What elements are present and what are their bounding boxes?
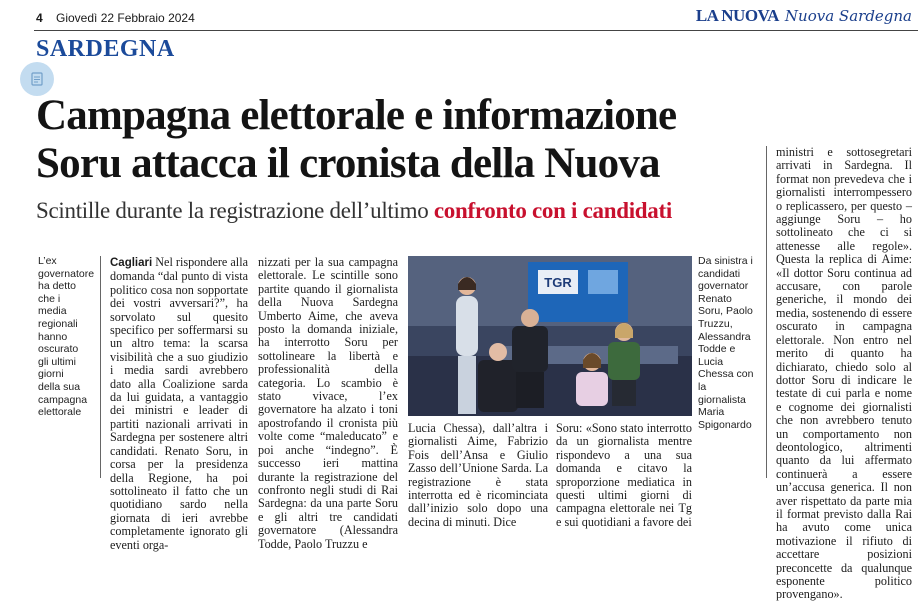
page-number: 4 (36, 11, 43, 25)
section-title: SARDEGNA (36, 36, 175, 62)
brand-script-logo: Nuova Sardegna (784, 7, 912, 25)
subhead-accent: confronto con i candidati (433, 198, 672, 223)
article-column-5: ministri e sottosegretari arrivati in Sardegna. Il format non prevedeva che i giornalisti interrompessero o replicassero, per questo – aggiunge Soru – ho sottolineato che ci si attenesse alle regole». Questa la replica di Aime: «Il dottor Soru continua ad accusare, con parole generiche, il mondo dei media, sostenendo di essere oscurato in campagna elettorale. Non entro nel merito di quanto ha dichiarato, chiedo solo al dottor Soru di indicare le testate di cui parla e nome e cognome dei giornalisti che non avrebbero tenuto un comportamento non deontologico, altrimenti quanto da lui affermato continuerà a essere un’accusa generica. Il non aver rispettato da parte mia il format previsto dalla Rai ha avuto come unica motivazione il rifiuto di accettare posizioni preconcette da qualunque esponente politico provengano». (776, 145, 912, 602)
document-icon[interactable] (20, 62, 54, 96)
issue-date: Giovedì 22 Febbraio 2024 (56, 11, 195, 25)
page-header (0, 0, 924, 34)
brand-logo: LA NUOVA (695, 6, 779, 25)
headline-line-2: Soru attacca il cronista della Nuova (36, 140, 660, 187)
presenter-figure (456, 277, 478, 414)
newspaper-masthead (696, 6, 912, 26)
side-caption: L’ex governatore ha detto che i media regionali hanno oscurato gli ultimi giorni della sua campagna elettorale (38, 255, 95, 419)
header-rule (34, 30, 918, 31)
studio-logo: TGR (544, 275, 572, 290)
headline-line-1: Campagna elettorale e informazione (36, 92, 677, 139)
studio-photo (408, 256, 692, 416)
photo-caption: Da sinistra i candidati governator Renato Soru, Paolo Truzzu, Alessandra Todde e Lucia Chessa con la giornalista Maria Spigonardo (698, 255, 754, 431)
column-rule (766, 146, 767, 478)
article-column-4: Soru: «Sono stato interrotto da un giornalista mentre rispondevo a una sua domanda e citavo la sproporzione mediatica in questi ultimi giorni di campagna elettorale nei Tg e sui quotidiani a favore dei (556, 421, 692, 529)
subheadline (36, 198, 776, 224)
headline (36, 92, 766, 188)
dateline: Cagliari (110, 257, 153, 269)
column-rule (100, 256, 101, 478)
article-column-2: nizzati per la sua campagna elettorale. Le scintille sono partite quando il giornalista della Nuova Sardegna Umberto Aime, che aveva posto la domanda iniziale, ha interrotto Soru per sottolineare la libertà e professionalità della categoria. Lo scambio è stato vivace, l’ex governatore ha alzato i toni apostrofando il cronista più volte come “maleducato” e poi anche “indegno”. È successo ieri mattina durante la registrazione del confronto negli studi di Rai Sardegna: da una parte Soru e gli altri tre candidati governatore (Alessandra Todde, Paolo Truzzu e (258, 255, 398, 551)
subhead-text: Scintille durante la registrazione dell’ultimo (36, 198, 434, 223)
column-1-text: Nel rispondere alla domanda “dal punto di vista politico cosa non sopportate dei vostri avversari?”, ha sorvolato sul quesito specifico per soffermarsi su un altro tema: la scarsa visibilità che a suo giudizio i media sardi avrebbero dato alla Coalizione sarda da lui guidata, a vantaggio dei ministri e leader di partiti nazionali arrivati in Sardegna per sostenere altri candidati. Renato Soru, in corsa per la presidenza della Regione, ha poi sottolineato il fatto che un quotidiano sardo nella giornata di ieri avrebbe completamente ignorato gli eventi orga- (110, 255, 248, 552)
article-column-3: Lucia Chessa), dall’altra i giornalisti Aime, Fabrizio Fois dell’Ansa e Giulio Zasso dell’Unione Sarda. La registrazione è stata interrotta ed è ricominciata dall’inizio solo dopo una decina di minuti. Dice (408, 421, 548, 529)
article-column-1 (110, 256, 248, 552)
